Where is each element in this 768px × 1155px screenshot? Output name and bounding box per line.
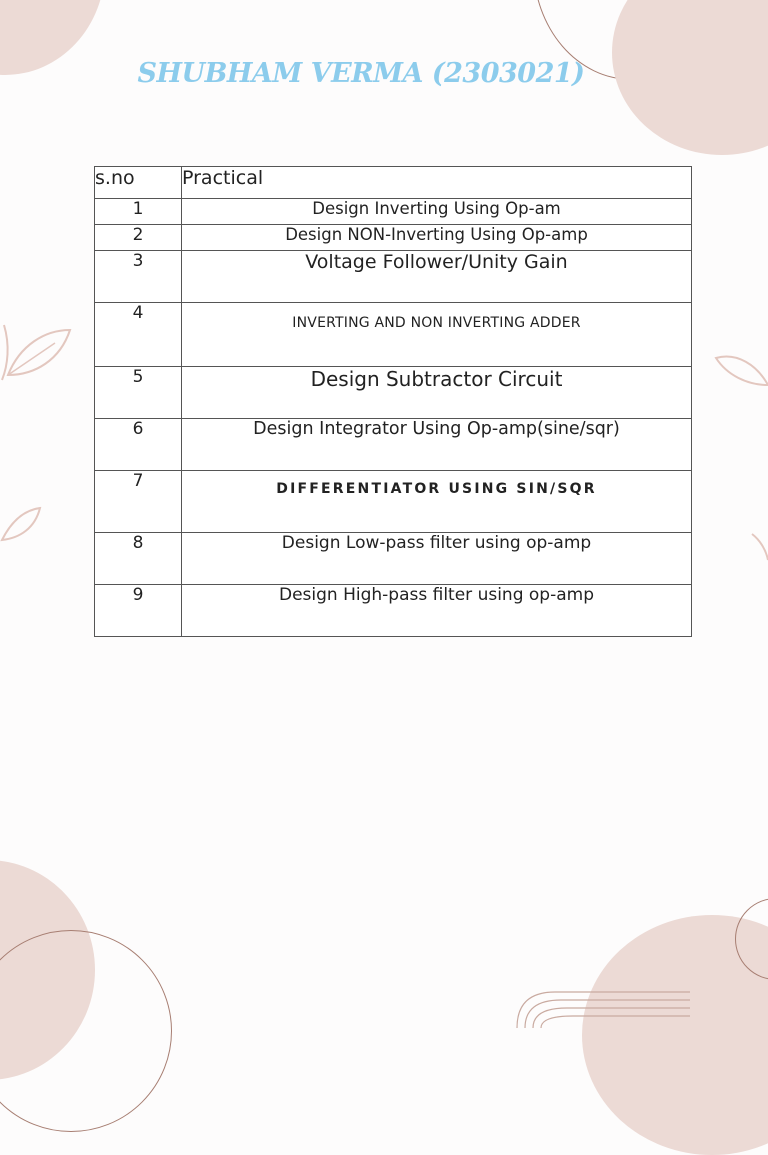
practical-cell: DIFFERENTIATOR USING SIN/SQR bbox=[182, 471, 692, 533]
sno-cell: 3 bbox=[95, 251, 182, 303]
sno-cell: 4 bbox=[95, 303, 182, 367]
table-row bbox=[95, 303, 692, 367]
page-title: SHUBHAM VERMA (2303021) bbox=[137, 58, 585, 89]
column-header-practical: Practical bbox=[182, 167, 692, 199]
table-header-row bbox=[95, 167, 692, 199]
sno-cell: 7 bbox=[95, 471, 182, 533]
practical-cell: INVERTING AND NON INVERTING ADDER bbox=[182, 303, 692, 367]
leaf-icon bbox=[748, 530, 768, 570]
table-row bbox=[95, 367, 692, 419]
practical-cell: Design Integrator Using Op-amp(sine/sqr) bbox=[182, 419, 692, 471]
sno-cell: 2 bbox=[95, 225, 182, 251]
table-row bbox=[95, 471, 692, 533]
sno-cell: 5 bbox=[95, 367, 182, 419]
table-row bbox=[95, 199, 692, 225]
column-header-sno: s.no bbox=[95, 167, 182, 199]
practical-cell: Voltage Follower/Unity Gain bbox=[182, 251, 692, 303]
table-row bbox=[95, 225, 692, 251]
practical-cell: Design Low-pass filter using op-amp bbox=[182, 533, 692, 585]
table-row bbox=[95, 251, 692, 303]
leaf-icon bbox=[0, 305, 75, 385]
practical-cell: Design NON-Inverting Using Op-amp bbox=[182, 225, 692, 251]
table-row bbox=[95, 419, 692, 471]
table-row bbox=[95, 533, 692, 585]
practical-cell: Design High-pass filter using op-amp bbox=[182, 585, 692, 637]
practicals-table bbox=[94, 166, 692, 637]
arc-lines-icon bbox=[515, 988, 695, 1028]
table-row bbox=[95, 585, 692, 637]
sno-cell: 8 bbox=[95, 533, 182, 585]
leaf-icon bbox=[712, 350, 768, 395]
sno-cell: 1 bbox=[95, 199, 182, 225]
sno-cell: 6 bbox=[95, 419, 182, 471]
sno-cell: 9 bbox=[95, 585, 182, 637]
practical-cell: Design Subtractor Circuit bbox=[182, 367, 692, 419]
leaf-icon bbox=[0, 500, 45, 545]
practical-cell: Design Inverting Using Op-am bbox=[182, 199, 692, 225]
